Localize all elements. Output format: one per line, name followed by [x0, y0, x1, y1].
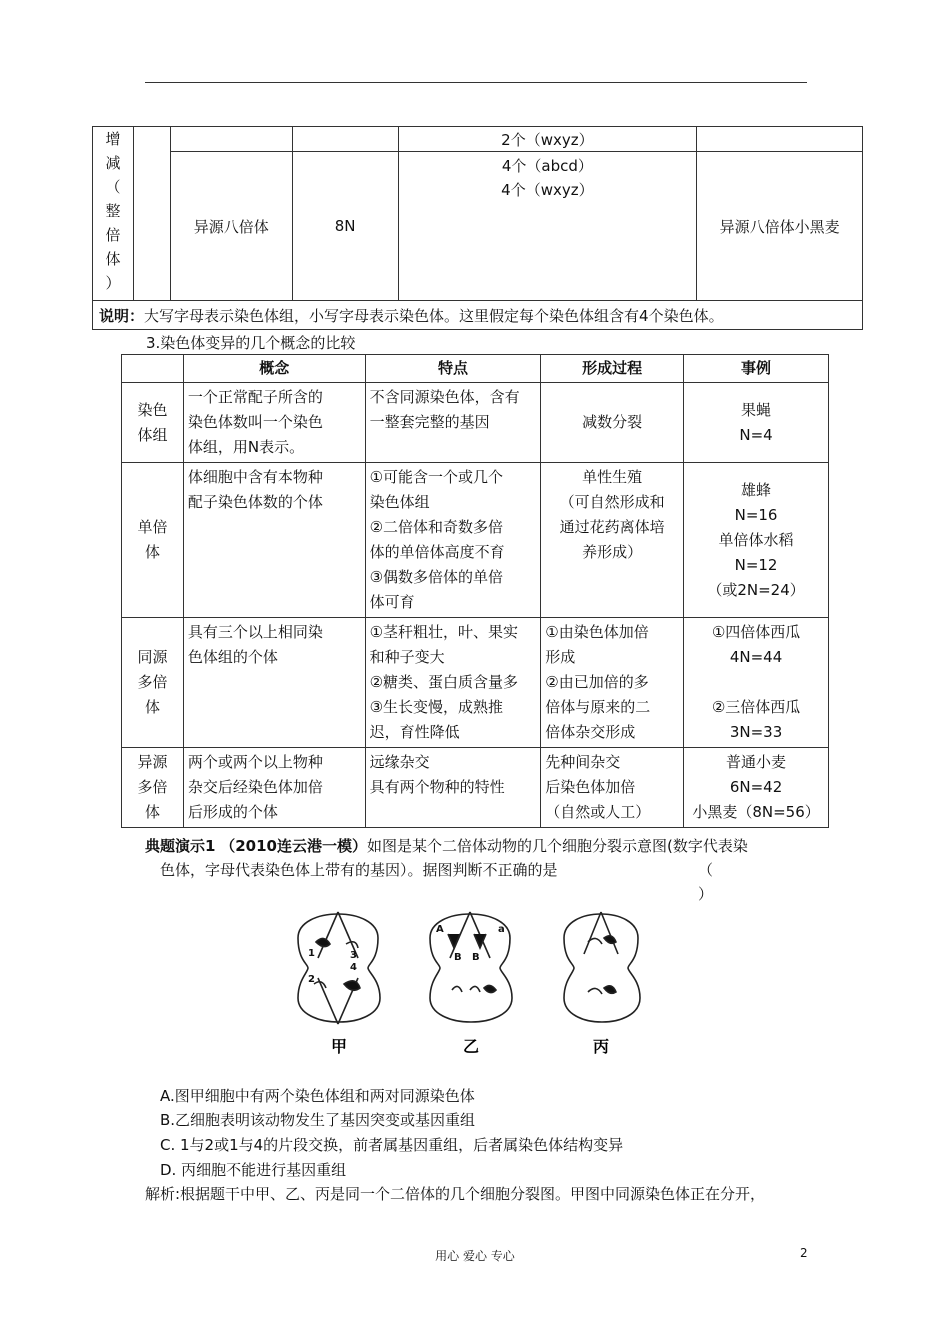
header-concept: 概念 — [183, 355, 365, 383]
ploidy-cell: 8N — [292, 152, 398, 301]
table-row — [122, 463, 829, 618]
ploidy-table-continued — [92, 126, 863, 330]
mark-1: 1 — [308, 948, 315, 959]
header-feature: 特点 — [365, 355, 541, 383]
analysis-text: 解析:根据题干中甲、乙、丙是同一个二倍体的几个细胞分裂图。甲图中同源染色体正在分开， — [145, 1185, 766, 1203]
option-b: B.乙细胞表明该动物发生了基因突变或基因重组 — [160, 1111, 476, 1129]
example-cell: ①四倍体西瓜 4N=44 ②三倍体西瓜 3N=33 — [684, 618, 829, 748]
feature-cell: 不含同源染色体，含有 一整套完整的基因 — [365, 383, 541, 463]
header-empty — [122, 355, 184, 383]
example-cell: 果蝇 N=4 — [684, 383, 829, 463]
type-cell: 异源八倍体 — [170, 152, 292, 301]
table-row — [122, 618, 829, 748]
option-a: A.图甲细胞中有两个染色体组和两对同源染色体 — [160, 1087, 475, 1105]
empty-cell — [133, 127, 170, 301]
mark-2: 2 — [308, 974, 315, 985]
cell-jia — [298, 912, 380, 1024]
table-row — [122, 383, 829, 463]
answer-bracket: （ ） — [698, 861, 714, 903]
concept-cell: 两个或两个以上物种 杂交后经染色体加倍 后形成的个体 — [183, 748, 365, 828]
row-name: 单倍 体 — [122, 463, 184, 618]
process-cell: 单性生殖 （可自然形成和 通过花药离体培 养形成） — [541, 463, 684, 618]
mark-4: 4 — [350, 962, 357, 973]
table-row — [122, 748, 829, 828]
header-example: 事例 — [684, 355, 829, 383]
mark-B2: B — [472, 952, 480, 963]
example-cell: 普通小麦 6N=42 小黑麦（8N=56） — [684, 748, 829, 828]
footer-text: 用心 爱心 专心 — [435, 1249, 515, 1263]
feature-cell: ①茎秆粗壮，叶、果实 和种子变大 ②糖类、蛋白质含量多 ③生长变慢，成熟推 迟，育性降低 — [365, 618, 541, 748]
option-d: D. 丙细胞不能进行基因重组 — [160, 1161, 347, 1179]
row-name: 异源 多倍 体 — [122, 748, 184, 828]
mark-3: 3 — [350, 950, 357, 961]
mark-a: a — [498, 924, 505, 935]
concept-cell: 一个正常配子所含的 染色体数叫一个染色 体组，用N表示。 — [183, 383, 365, 463]
process-cell: 减数分裂 — [541, 383, 684, 463]
label-jia: 甲 — [331, 1037, 348, 1056]
empty-cell — [170, 127, 292, 152]
mark-B1: B — [454, 952, 462, 963]
row-label-vertical: 增 减 （ 整 倍 体 ） — [93, 127, 134, 301]
row-name: 染色 体组 — [122, 383, 184, 463]
page-number: 2 — [800, 1246, 808, 1260]
option-c: C. 1与2或1与4的片段交换，前者属基因重组，后者属染色体结构变异 — [160, 1136, 624, 1154]
cell-bing — [564, 912, 640, 1022]
empty-cell — [697, 127, 863, 152]
concept-comparison-table — [121, 354, 829, 828]
label-bing: 丙 — [593, 1037, 610, 1056]
example-cell: 异源八倍体小黑麦 — [697, 152, 863, 301]
cell-division-figure — [288, 898, 660, 1058]
concept-cell: 体细胞中含有本物种 配子染色体数的个体 — [183, 463, 365, 618]
question-stem-line2: 色体，字母代表染色体上带有的基因）。据图判断不正确的是 （ ） — [160, 858, 558, 882]
header-rule — [145, 82, 807, 83]
empty-cell — [292, 127, 398, 152]
question-stem-line1: 典题演示1 （2010连云港一模）如图是某个二倍体动物的几个细胞分裂示意图(数字代表染 — [145, 837, 748, 855]
process-cell: ①由染色体加倍 形成 ②由已加倍的多 倍体与原来的二 倍体杂交形成 — [541, 618, 684, 748]
header-process: 形成过程 — [541, 355, 684, 383]
process-cell: 先种间杂交 后染色体加倍 （自然或人工） — [541, 748, 684, 828]
feature-cell: ①可能含一个或几个 染色体组 ②二倍体和奇数多倍 体的单倍体高度不育 ③偶数多倍体的单倍 体可育 — [365, 463, 541, 618]
label-yi: 乙 — [463, 1037, 480, 1056]
feature-cell: 远缘杂交 具有两个物种的特性 — [365, 748, 541, 828]
concept-cell: 具有三个以上相同染 色体组的个体 — [183, 618, 365, 748]
mark-A: A — [436, 924, 444, 935]
genes-cell: 4个（abcd） 4个（wxyz） — [398, 152, 697, 301]
section-title: 3.染色体变异的几个概念的比较 — [146, 334, 356, 352]
example-cell: 雄蜂 N=16 单倍体水稻 N=12 （或2N=24） — [684, 463, 829, 618]
table-note: 说明：大写字母表示染色体组，小写字母表示染色体。这里假定每个染色体组含有4个染色体。 — [93, 301, 863, 330]
row-name: 同源 多倍 体 — [122, 618, 184, 748]
genes-cell: 2个（wxyz） — [398, 127, 697, 152]
